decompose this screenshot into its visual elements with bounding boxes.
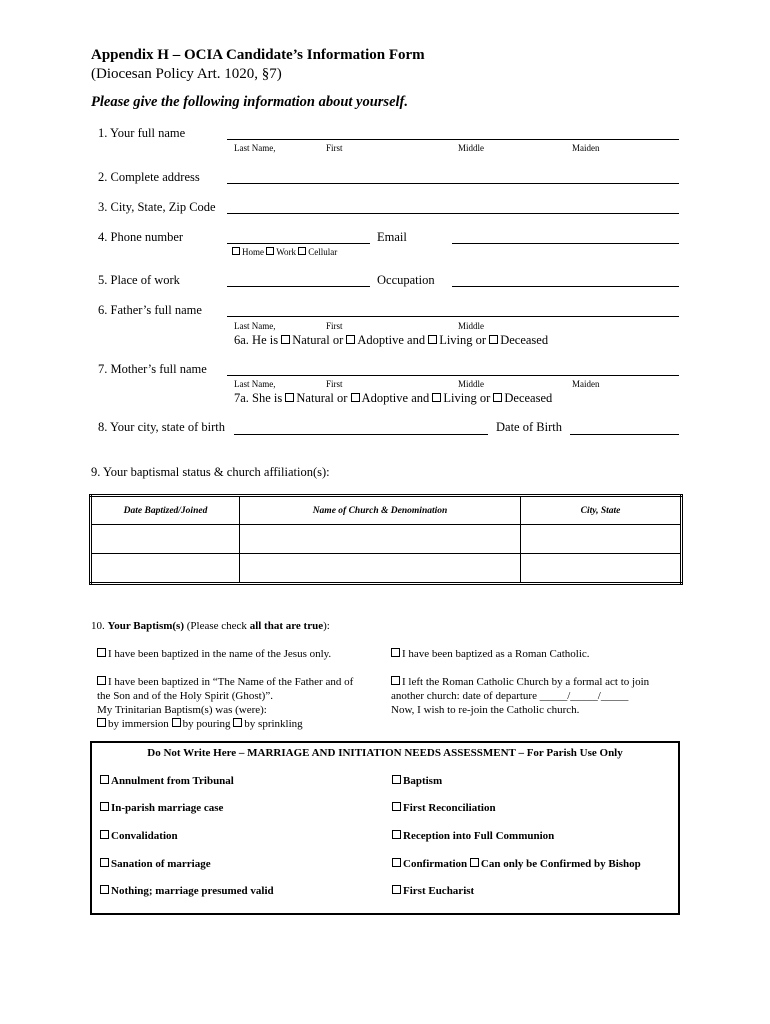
trinitarian-line2: the Son and of the Holy Spirit (Ghost)”. (97, 690, 273, 702)
in-parish-label: In-parish marriage case (111, 802, 224, 814)
email-label: Email (377, 230, 407, 244)
church-name-header: Name of Church & Denomination (240, 496, 521, 525)
left-church-line2: another church: date of departure _____/_____/_____ (391, 690, 629, 702)
option-jesus-only (97, 648, 331, 660)
option-roman-catholic (391, 648, 590, 660)
occupation-label: Occupation (377, 273, 435, 287)
bishop-label: Can only be Confirmed by Bishop (480, 858, 641, 870)
option-trinitarian (97, 675, 353, 731)
sprinkling-checkbox[interactable] (233, 718, 242, 727)
convalidation-label: Convalidation (111, 830, 178, 842)
phone-label: 4. Phone number (98, 230, 184, 244)
table-cell[interactable] (240, 554, 521, 584)
q10-mid: (Please check (184, 620, 250, 632)
father-name-label: 6. Father’s full name (98, 303, 202, 317)
maiden-name-caption: Maiden (572, 143, 600, 153)
parish-use-box (90, 741, 680, 915)
email-field[interactable] (452, 243, 679, 244)
reception-checkbox[interactable] (392, 830, 401, 839)
parish-box-title: Do Not Write Here – MARRIAGE AND INITIATION NEEDS ASSESSMENT – For Parish Use Only (147, 747, 623, 759)
work-checkbox[interactable] (266, 247, 274, 255)
birth-place-field[interactable] (234, 434, 488, 435)
home-label: Home (242, 247, 264, 257)
eucharist-label: First Eucharist (403, 885, 475, 897)
city-state-zip-field[interactable] (227, 213, 679, 214)
mother-first-caption: First (326, 379, 343, 389)
reception-item (392, 830, 554, 842)
form-instruction: Please give the following information about yourself. (91, 94, 408, 110)
eucharist-checkbox[interactable] (392, 885, 401, 894)
full-name-field[interactable] (227, 139, 679, 140)
jesus-only-label: I have been baptized in the name of the Jesus only. (108, 648, 332, 660)
mother-deceased-label: Deceased (504, 391, 553, 405)
left-church-line3: Now, I wish to re-join the Catholic church. (391, 704, 580, 716)
left-church-checkbox[interactable] (391, 676, 400, 685)
confirmation-label: Confirmation (403, 858, 470, 870)
sanation-item (100, 858, 211, 870)
table-cell[interactable] (91, 525, 240, 554)
baptism-item (392, 775, 442, 787)
convalidation-item (100, 830, 178, 842)
trinitarian-line3: My Trinitarian Baptism(s) was (were): (97, 704, 267, 716)
address-field[interactable] (227, 183, 679, 184)
mother-deceased-checkbox[interactable] (493, 393, 502, 402)
reconciliation-checkbox[interactable] (392, 802, 401, 811)
pouring-label: by pouring (182, 718, 234, 730)
father-name-field[interactable] (227, 316, 679, 317)
sprinkling-label: by sprinkling (244, 718, 303, 730)
mother-natural-label: Natural or (296, 391, 351, 405)
convalidation-checkbox[interactable] (100, 830, 109, 839)
annulment-label: Annulment from Tribunal (111, 775, 234, 787)
in-parish-item (100, 802, 223, 814)
table-cell[interactable] (240, 525, 521, 554)
phone-type-options (232, 247, 337, 257)
q10-bold: Your Baptism(s) (107, 620, 185, 632)
baptismal-table (89, 494, 683, 585)
city-state-zip-label: 3. City, State, Zip Code (98, 200, 216, 214)
table-cell[interactable] (521, 554, 682, 584)
sanation-checkbox[interactable] (100, 858, 109, 867)
option-left-church (391, 675, 649, 717)
pouring-checkbox[interactable] (172, 718, 181, 727)
home-checkbox[interactable] (232, 247, 240, 255)
reception-label: Reception into Full Communion (403, 830, 555, 842)
work-label: Work (276, 247, 297, 257)
mother-adoptive-label: Adoptive and (361, 391, 433, 405)
confirmation-checkbox[interactable] (392, 858, 401, 867)
mother-adoptive-checkbox[interactable] (351, 393, 360, 402)
jesus-only-checkbox[interactable] (97, 648, 106, 657)
date-baptized-header: Date Baptized/Joined (91, 496, 240, 525)
mother-status (234, 391, 552, 406)
reconciliation-label: First Reconciliation (403, 802, 496, 814)
place-of-work-label: 5. Place of work (98, 273, 180, 287)
reconciliation-item (392, 802, 496, 814)
nothing-item (100, 885, 274, 897)
annulment-item (100, 775, 234, 787)
form-subtitle: (Diocesan Policy Art. 1020, §7) (91, 66, 282, 82)
mother-last-caption: Last Name, (234, 379, 276, 389)
immersion-checkbox[interactable] (97, 718, 106, 727)
table-header-row (91, 496, 682, 525)
mother-name-field[interactable] (227, 375, 679, 376)
father-deceased-label: Deceased (500, 333, 549, 347)
roman-catholic-label: I have been baptized as a Roman Catholic. (402, 648, 590, 660)
mother-name-label: 7. Mother’s full name (98, 362, 207, 376)
in-parish-checkbox[interactable] (100, 802, 109, 811)
middle-name-caption: Middle (458, 143, 484, 153)
confirmation-item (392, 858, 641, 870)
father-status (234, 333, 548, 348)
table-cell[interactable] (521, 525, 682, 554)
father-living-checkbox[interactable] (428, 335, 437, 344)
bishop-checkbox[interactable] (470, 858, 479, 867)
roman-catholic-checkbox[interactable] (391, 648, 400, 657)
mother-status-prefix: 7a. She is (234, 391, 286, 405)
phone-field[interactable] (227, 243, 370, 244)
father-adoptive-checkbox[interactable] (346, 335, 355, 344)
immersion-label: by immersion (108, 718, 172, 730)
place-of-work-field[interactable] (227, 286, 370, 287)
full-name-label: 1. Your full name (98, 126, 186, 140)
baptism-label: Baptism (403, 775, 443, 787)
date-of-birth-field[interactable] (570, 434, 679, 435)
last-name-caption: Last Name, (234, 143, 276, 153)
baptismal-status-label: 9. Your baptismal status & church affiliation(s): (91, 465, 330, 479)
table-row (91, 554, 682, 584)
form-title: Appendix H – OCIA Candidate’s Information Form (91, 47, 425, 63)
eucharist-item (392, 885, 474, 897)
sanation-label: Sanation of marriage (111, 858, 211, 870)
father-natural-checkbox[interactable] (281, 335, 290, 344)
trinitarian-checkbox[interactable] (97, 676, 106, 685)
city-state-header: City, State (521, 496, 682, 525)
q10-number: 10. (91, 620, 108, 632)
left-church-line1: I left the Roman Catholic Church by a formal act to join (402, 676, 650, 688)
table-cell[interactable] (91, 554, 240, 584)
father-living-label: Living or (439, 333, 490, 347)
q10-end: ): (323, 620, 330, 632)
mother-middle-caption: Middle (458, 379, 484, 389)
baptism-question (91, 620, 330, 632)
occupation-field[interactable] (452, 286, 679, 287)
mother-maiden-caption: Maiden (572, 379, 600, 389)
cellular-checkbox[interactable] (298, 247, 306, 255)
mother-natural-checkbox[interactable] (285, 393, 294, 402)
father-natural-label: Natural or (292, 333, 347, 347)
nothing-label: Nothing; marriage presumed valid (111, 885, 274, 897)
address-label: 2. Complete address (98, 170, 200, 184)
father-first-caption: First (326, 321, 343, 331)
annulment-checkbox[interactable] (100, 775, 109, 784)
cellular-label: Cellular (308, 247, 338, 257)
q10-bold2: all that are true (249, 620, 324, 632)
father-status-prefix: 6a. He is (234, 333, 282, 347)
baptism-checkbox[interactable] (392, 775, 401, 784)
father-adoptive-label: Adoptive and (357, 333, 429, 347)
nothing-checkbox[interactable] (100, 885, 109, 894)
trinitarian-line1: I have been baptized in “The Name of the Father and of (108, 676, 354, 688)
table-row (91, 525, 682, 554)
father-last-caption: Last Name, (234, 321, 276, 331)
mother-living-checkbox[interactable] (432, 393, 441, 402)
mother-living-label: Living or (443, 391, 494, 405)
father-middle-caption: Middle (458, 321, 484, 331)
date-of-birth-label: Date of Birth (496, 420, 562, 434)
first-name-caption: First (326, 143, 343, 153)
birth-place-label: 8. Your city, state of birth (98, 420, 225, 434)
father-deceased-checkbox[interactable] (489, 335, 498, 344)
